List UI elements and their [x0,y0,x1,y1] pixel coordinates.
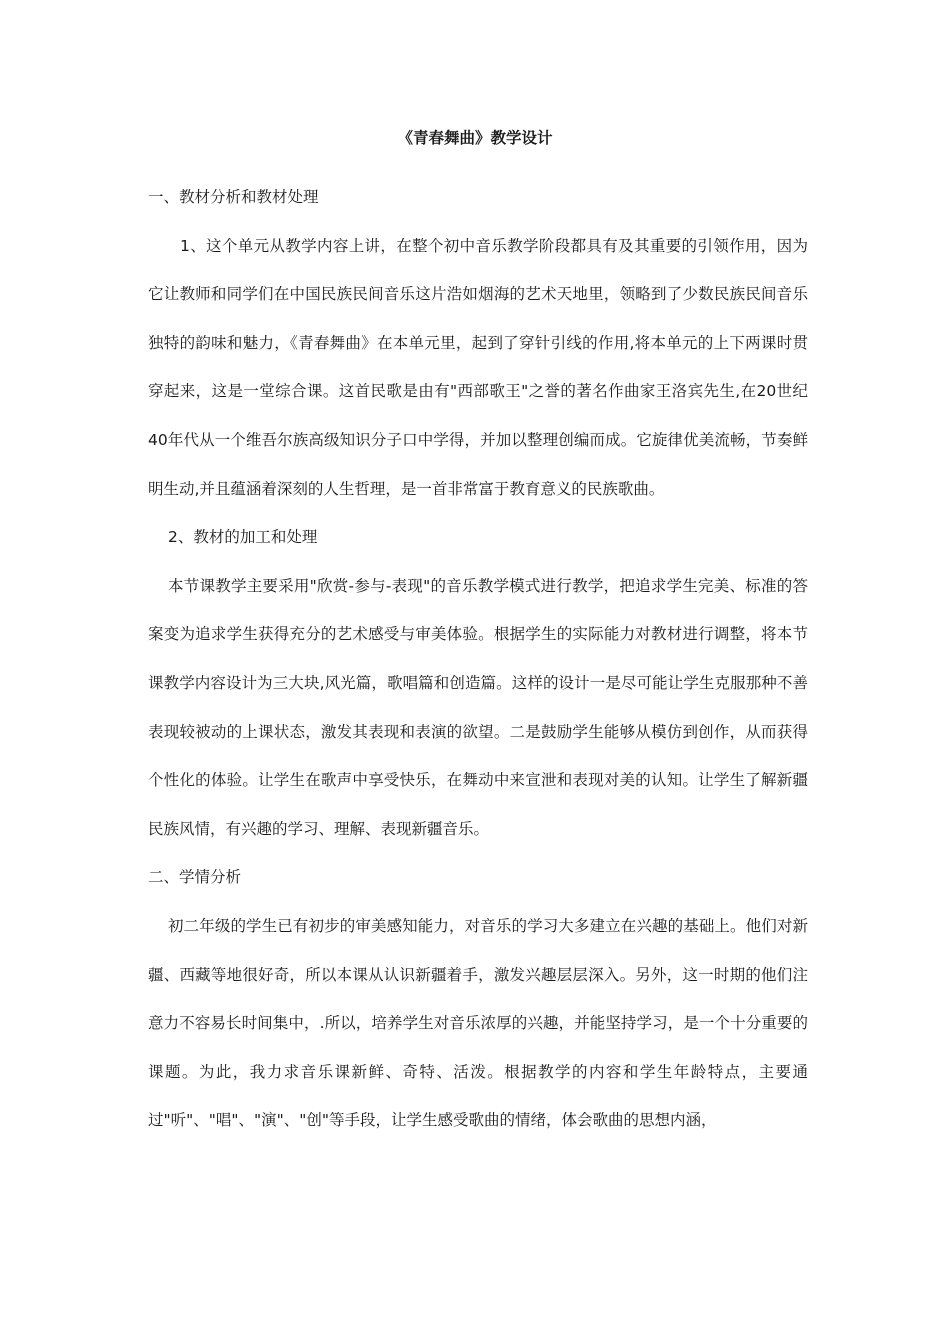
section-heading-2: 二、学情分析 [148,868,242,887]
paragraph-3: 初二年级的学生已有初步的审美感知能力，对音乐的学习大多建立在兴趣的基础上。他们对新疆、西藏等地很好奇，所以本课从认识新疆着手，激发兴趣层层深入。另外，这一时期的他们注意力不容易长时间集中，.所以，培养学生对音乐浓厚的兴趣，并能坚持学习，是一个十分重要的课题。为此，我力求音乐课新鲜、奇特、活泼。根据教学的内容和学生年龄特点，主要通过"听"、"唱"、"演"、"创"等手段，让学生感受歌曲的情绪，体会歌曲的思想内涵， [148,916,808,1130]
section-heading-1: 一、教材分析和教材处理 [148,188,319,206]
subsection-heading-2: 2、教材的加工和处理 [168,528,318,547]
paragraph-1: 1、这个单元从教学内容上讲，在整个初中音乐教学阶段都具有及其重要的引领作用，因为它让教师和同学们在中国民族民间音乐这片浩如烟海的艺术天地里，领略到了少数民族民间音乐独特的韵味和魅力，《青春舞曲》在本单元里，起到了穿针引线的作用,将本单元的上下两课时贯穿起来，这是一堂综合课。这首民歌是由有"西部歌王"之誉的著名作曲家王洛宾先生,在20世纪40年代从一个维吾尔族高级知识分子口中学得，并加以整理创编而成。它旋律优美流畅，节奏鲜明生动,并且蕴涵着深刻的人生哲理，是一首非常富于教育意义的民族歌曲。 [148,236,808,498]
document-title: 《青春舞曲》教学设计 [397,129,553,147]
document-body [148,173,808,1145]
paragraph-2: 本节课教学主要采用"欣赏-参与-表现"的音乐教学模式进行教学，把追求学生完美、标准的答案变为追求学生获得充分的艺术感受与审美体验。根据学生的实际能力对教材进行调整，将本节课教学内容设计为三大块,风光篇，歌唱篇和创造篇。这样的设计一是尽可能让学生克服那种不善表现较被动的上课状态，激发其表现和表演的欲望。二是鼓励学生能够从模仿到创作，从而获得个性化的体验。让学生在歌声中享受快乐，在舞动中来宣泄和表现对美的认知。让学生了解新疆民族风情，有兴趣的学习、理解、表现新疆音乐。 [148,576,808,838]
